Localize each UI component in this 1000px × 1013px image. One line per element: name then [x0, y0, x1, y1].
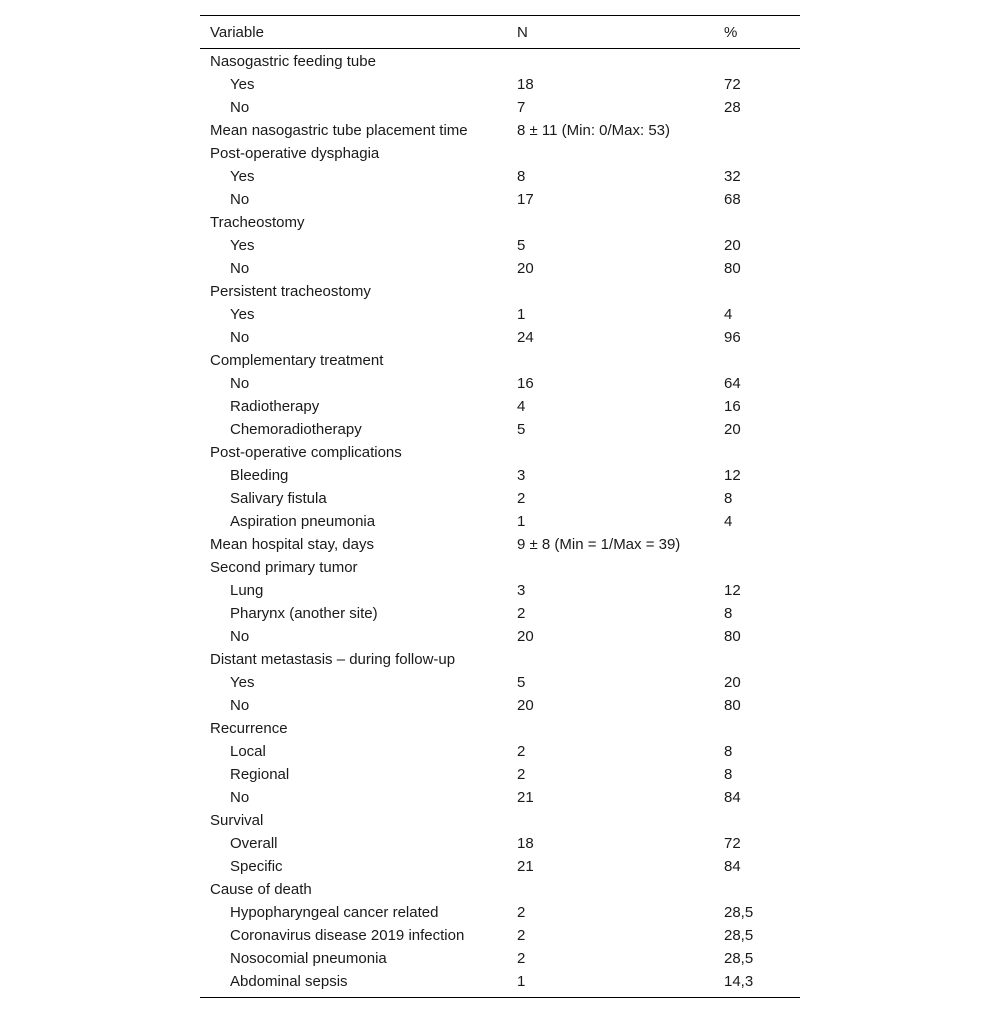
cell-variable: Survival [210, 812, 264, 829]
cell-variable: No [230, 628, 250, 645]
cell-percent: 14,3 [724, 973, 754, 990]
cell-variable: Nasogastric feeding tube [210, 53, 376, 70]
table-row [200, 510, 800, 533]
header-n: N [517, 23, 528, 41]
table-group-row [200, 441, 800, 464]
cell-percent: 20 [724, 237, 741, 254]
table-row [200, 326, 800, 349]
cell-n: 3 [517, 467, 526, 484]
cell-percent: 80 [724, 628, 741, 645]
cell-percent: 28 [724, 99, 741, 116]
cell-n: 20 [517, 697, 534, 714]
cell-variable: Distant metastasis – during follow-up [210, 651, 456, 668]
cell-variable: No [230, 789, 250, 806]
cell-percent: 20 [724, 674, 741, 691]
cell-n: 21 [517, 789, 534, 806]
cell-variable: Bleeding [230, 467, 289, 484]
cell-n: 20 [517, 628, 534, 645]
table-group-row [200, 878, 800, 901]
table-group-row [200, 142, 800, 165]
table-group-row [200, 280, 800, 303]
cell-n: 16 [517, 375, 534, 392]
cell-variable: Lung [230, 582, 264, 599]
table-row [200, 96, 800, 119]
cell-variable: No [230, 329, 250, 346]
cell-percent: 80 [724, 260, 741, 277]
cell-n: 2 [517, 490, 526, 507]
cell-variable: Post-operative complications [210, 444, 402, 461]
cell-n: 5 [517, 421, 526, 438]
cell-variable: Specific [230, 858, 283, 875]
cell-n: 18 [517, 835, 534, 852]
cell-n: 4 [517, 398, 526, 415]
cell-n: 9 ± 8 (Min = 1/Max = 39) [517, 536, 681, 553]
cell-variable: Coronavirus disease 2019 infection [230, 927, 465, 944]
cell-percent: 16 [724, 398, 741, 415]
table-row [200, 671, 800, 694]
cell-variable: Recurrence [210, 720, 288, 737]
table-row [200, 119, 800, 142]
table-row [200, 924, 800, 947]
cell-n: 2 [517, 605, 526, 622]
cell-variable: Overall [230, 835, 278, 852]
table-row [200, 970, 800, 993]
table-row [200, 832, 800, 855]
cell-variable: Complementary treatment [210, 352, 384, 369]
cell-variable: Post-operative dysphagia [210, 145, 380, 162]
table-group-row [200, 349, 800, 372]
cell-percent: 8 [724, 490, 733, 507]
cell-variable: Pharynx (another site) [230, 605, 378, 622]
table-row [200, 625, 800, 648]
cell-variable: Second primary tumor [210, 559, 358, 576]
cell-percent: 84 [724, 789, 741, 806]
table-row [200, 372, 800, 395]
cell-percent: 72 [724, 76, 741, 93]
cell-n: 2 [517, 766, 526, 783]
table-row [200, 533, 800, 556]
cell-n: 1 [517, 513, 526, 530]
cell-variable: Yes [230, 674, 255, 691]
header-percent: % [724, 23, 738, 41]
table-row [200, 257, 800, 280]
table-body [200, 49, 800, 997]
cell-variable: Mean hospital stay, days [210, 536, 374, 553]
cell-percent: 8 [724, 605, 733, 622]
cell-variable: No [230, 260, 250, 277]
table-row [200, 786, 800, 809]
cell-variable: Yes [230, 168, 255, 185]
table-row [200, 901, 800, 924]
cell-n: 2 [517, 904, 526, 921]
cell-percent: 8 [724, 766, 733, 783]
cell-variable: Mean nasogastric tube placement time [210, 122, 468, 139]
cell-n: 18 [517, 76, 534, 93]
cell-variable: No [230, 375, 250, 392]
cell-percent: 4 [724, 306, 733, 323]
table-row [200, 602, 800, 625]
cell-variable: Hypopharyngeal cancer related [230, 904, 439, 921]
cell-n: 21 [517, 858, 534, 875]
cell-percent: 28,5 [724, 927, 754, 944]
table-group-row [200, 648, 800, 671]
cell-variable: Salivary fistula [230, 490, 327, 507]
cell-n: 8 [517, 168, 526, 185]
table-bottom-rule [200, 997, 800, 998]
table-row [200, 487, 800, 510]
cell-percent: 80 [724, 697, 741, 714]
table-group-row [200, 211, 800, 234]
table-row [200, 740, 800, 763]
cell-n: 5 [517, 674, 526, 691]
table-row [200, 855, 800, 878]
cell-variable: Yes [230, 76, 255, 93]
table-row [200, 303, 800, 326]
cell-variable: No [230, 697, 250, 714]
table-row [200, 73, 800, 96]
cell-percent: 20 [724, 421, 741, 438]
cell-n: 24 [517, 329, 534, 346]
cell-percent: 12 [724, 467, 741, 484]
cell-percent: 32 [724, 168, 741, 185]
cell-variable: Nosocomial pneumonia [230, 950, 387, 967]
cell-n: 5 [517, 237, 526, 254]
cell-percent: 72 [724, 835, 741, 852]
cell-percent: 28,5 [724, 904, 754, 921]
cell-percent: 28,5 [724, 950, 754, 967]
cell-percent: 84 [724, 858, 741, 875]
table-row [200, 165, 800, 188]
cell-variable: Aspiration pneumonia [230, 513, 376, 530]
table-group-row [200, 556, 800, 579]
cell-n: 20 [517, 260, 534, 277]
cell-variable: Yes [230, 306, 255, 323]
table-group-row [200, 50, 800, 73]
cell-percent: 12 [724, 582, 741, 599]
table-row [200, 395, 800, 418]
table-row [200, 418, 800, 441]
cell-percent: 64 [724, 375, 741, 392]
cell-variable: Radiotherapy [230, 398, 320, 415]
table-row [200, 234, 800, 257]
table-row [200, 188, 800, 211]
cell-variable: Local [230, 743, 266, 760]
table-group-row [200, 809, 800, 832]
cell-n: 2 [517, 927, 526, 944]
cell-n: 8 ± 11 (Min: 0/Max: 53) [517, 122, 671, 139]
table-row [200, 464, 800, 487]
cell-n: 17 [517, 191, 534, 208]
table-group-row [200, 717, 800, 740]
table-row [200, 694, 800, 717]
cell-percent: 8 [724, 743, 733, 760]
cell-variable: No [230, 99, 250, 116]
cell-n: 3 [517, 582, 526, 599]
header-variable: Variable [210, 23, 264, 41]
cell-variable: Regional [230, 766, 290, 783]
cell-percent: 68 [724, 191, 741, 208]
cell-n: 2 [517, 743, 526, 760]
cell-percent: 4 [724, 513, 733, 530]
table-row [200, 763, 800, 786]
table-header-row [200, 16, 800, 48]
cell-variable: Cause of death [210, 881, 312, 898]
cell-variable: Persistent tracheostomy [210, 283, 371, 300]
table-row [200, 947, 800, 970]
cell-variable: No [230, 191, 250, 208]
results-table [200, 15, 800, 998]
cell-n: 2 [517, 950, 526, 967]
cell-variable: Abdominal sepsis [230, 973, 348, 990]
cell-n: 1 [517, 306, 526, 323]
cell-n: 1 [517, 973, 526, 990]
cell-variable: Chemoradiotherapy [230, 421, 362, 438]
cell-variable: Yes [230, 237, 255, 254]
cell-percent: 96 [724, 329, 741, 346]
table-row [200, 579, 800, 602]
cell-n: 7 [517, 99, 526, 116]
cell-variable: Tracheostomy [210, 214, 305, 231]
